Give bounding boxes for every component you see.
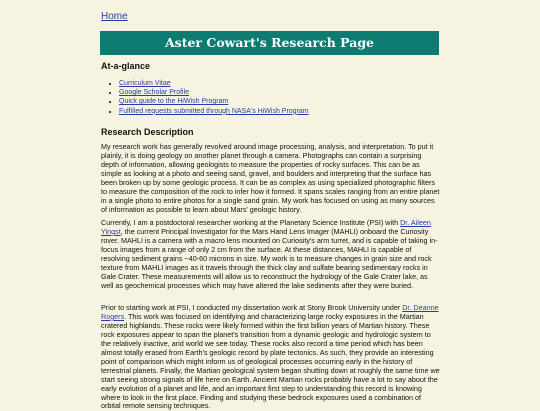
- google-scholar-link[interactable]: Google Scholar Profile: [119, 89, 190, 97]
- list-item: [119, 107, 309, 116]
- paragraph-text: Prior to starting work at PSI, I conducted my dissertation work at Stony Brook University under: [101, 303, 403, 312]
- research-paragraph-3: [101, 304, 441, 411]
- list-item: [119, 79, 309, 88]
- list-item: [119, 97, 309, 106]
- at-a-glance-heading: At-a-glance: [101, 61, 151, 71]
- page-title: Aster Cowart's Research Page: [100, 31, 439, 55]
- research-paragraph-2: [101, 219, 441, 291]
- home-link[interactable]: Home: [101, 11, 128, 22]
- paragraph-text: Currently, I am a postdoctoral researcher working at the Planetary Science Institute (PSI) with: [101, 218, 401, 227]
- at-a-glance-list: [101, 79, 309, 116]
- deanne-rogers-link[interactable]: Dr. Deanne Rogers: [101, 303, 439, 321]
- cv-link[interactable]: Curriculum Vitae: [119, 80, 171, 87]
- hiwish-requests-link[interactable]: Fulfilled requests submitted through NASA's HiWish Program: [119, 107, 309, 115]
- aileen-yingst-link[interactable]: Dr. Aileen Yingst: [101, 218, 431, 236]
- research-description-heading: Research Description: [101, 127, 194, 137]
- paragraph-text: , the current Principal Investigator for the Mars Hand Lens Imager (MAHLI) onboard the Curiosity rover. MAHLI is a camera with a macro lens mounted on Curiosity's arm turret, and is capable of taking in-focus images from a range of only 2 cm from the surface. At these distances, MAHLI is capable of resolving sediment grains ~40-60 microns in size. My work is to measure changes in grain size and rock texture from MAHLI images as it travels through the thick clay and sulfate bearing sedimentary rocks in Gale Crater. These measurements will allow us to reconstruct the hydrology of the Gale Crater lake, as well as geochemical processes which may have altered the lake sediments after they were buried.: [101, 226, 438, 290]
- list-item: [119, 88, 309, 97]
- paragraph-text: . This work was focused on identifying and characterizing large rocky exposures in the Martian cratered highlands. These rocks were likely formed within the first billion years of Martian history. These rock exposures appear to span the planet's transition from a dynamic geologic and hydrologic system to the relatively inactive, arid world we see today. These rocks also record a time period which has been almost totally erased from Earth's geologic record by plate tectonics. As such, they provide an interesting point of comparison which might inform us of geological processes occurring early in the history of terrestrial planets. Finally, the Martian geological system began shutting down at roughly the same time we start seeing strong signals of life here on Earth. Ancient Martian rocks probably have a lot to say about the early evolution of a planet and life, and an important first step to understanding this record is knowing where to look in the first place. Finding and studying these bedrock exposures used a combination of orbital remote sensing techniques.: [101, 311, 440, 411]
- research-paragraph-1: My research work has generally revolved around image processing, analysis, and interpretation. To put it plainly, it is doing geology on another planet through a camera. Photographs can contain a surprising depth of information, allowing geologists to measure the properties of rocky surfaces. This can be as simple as looking at a photo and seeing sand, gravel, and boulders and interpreting that the surface has been broken up by some geologic process. It can be as complex as using specialized photographic filters to measure the composition of the rock to infer how it formed. It spans scales ranging from an entire planet in a single photo to entire photos for a single sand grain. My work has focused on using as many sources of information as possible to learn about Mars' geologic history.: [101, 142, 440, 214]
- hiwish-guide-link[interactable]: Quick guide to the HiWish Program: [119, 98, 229, 106]
